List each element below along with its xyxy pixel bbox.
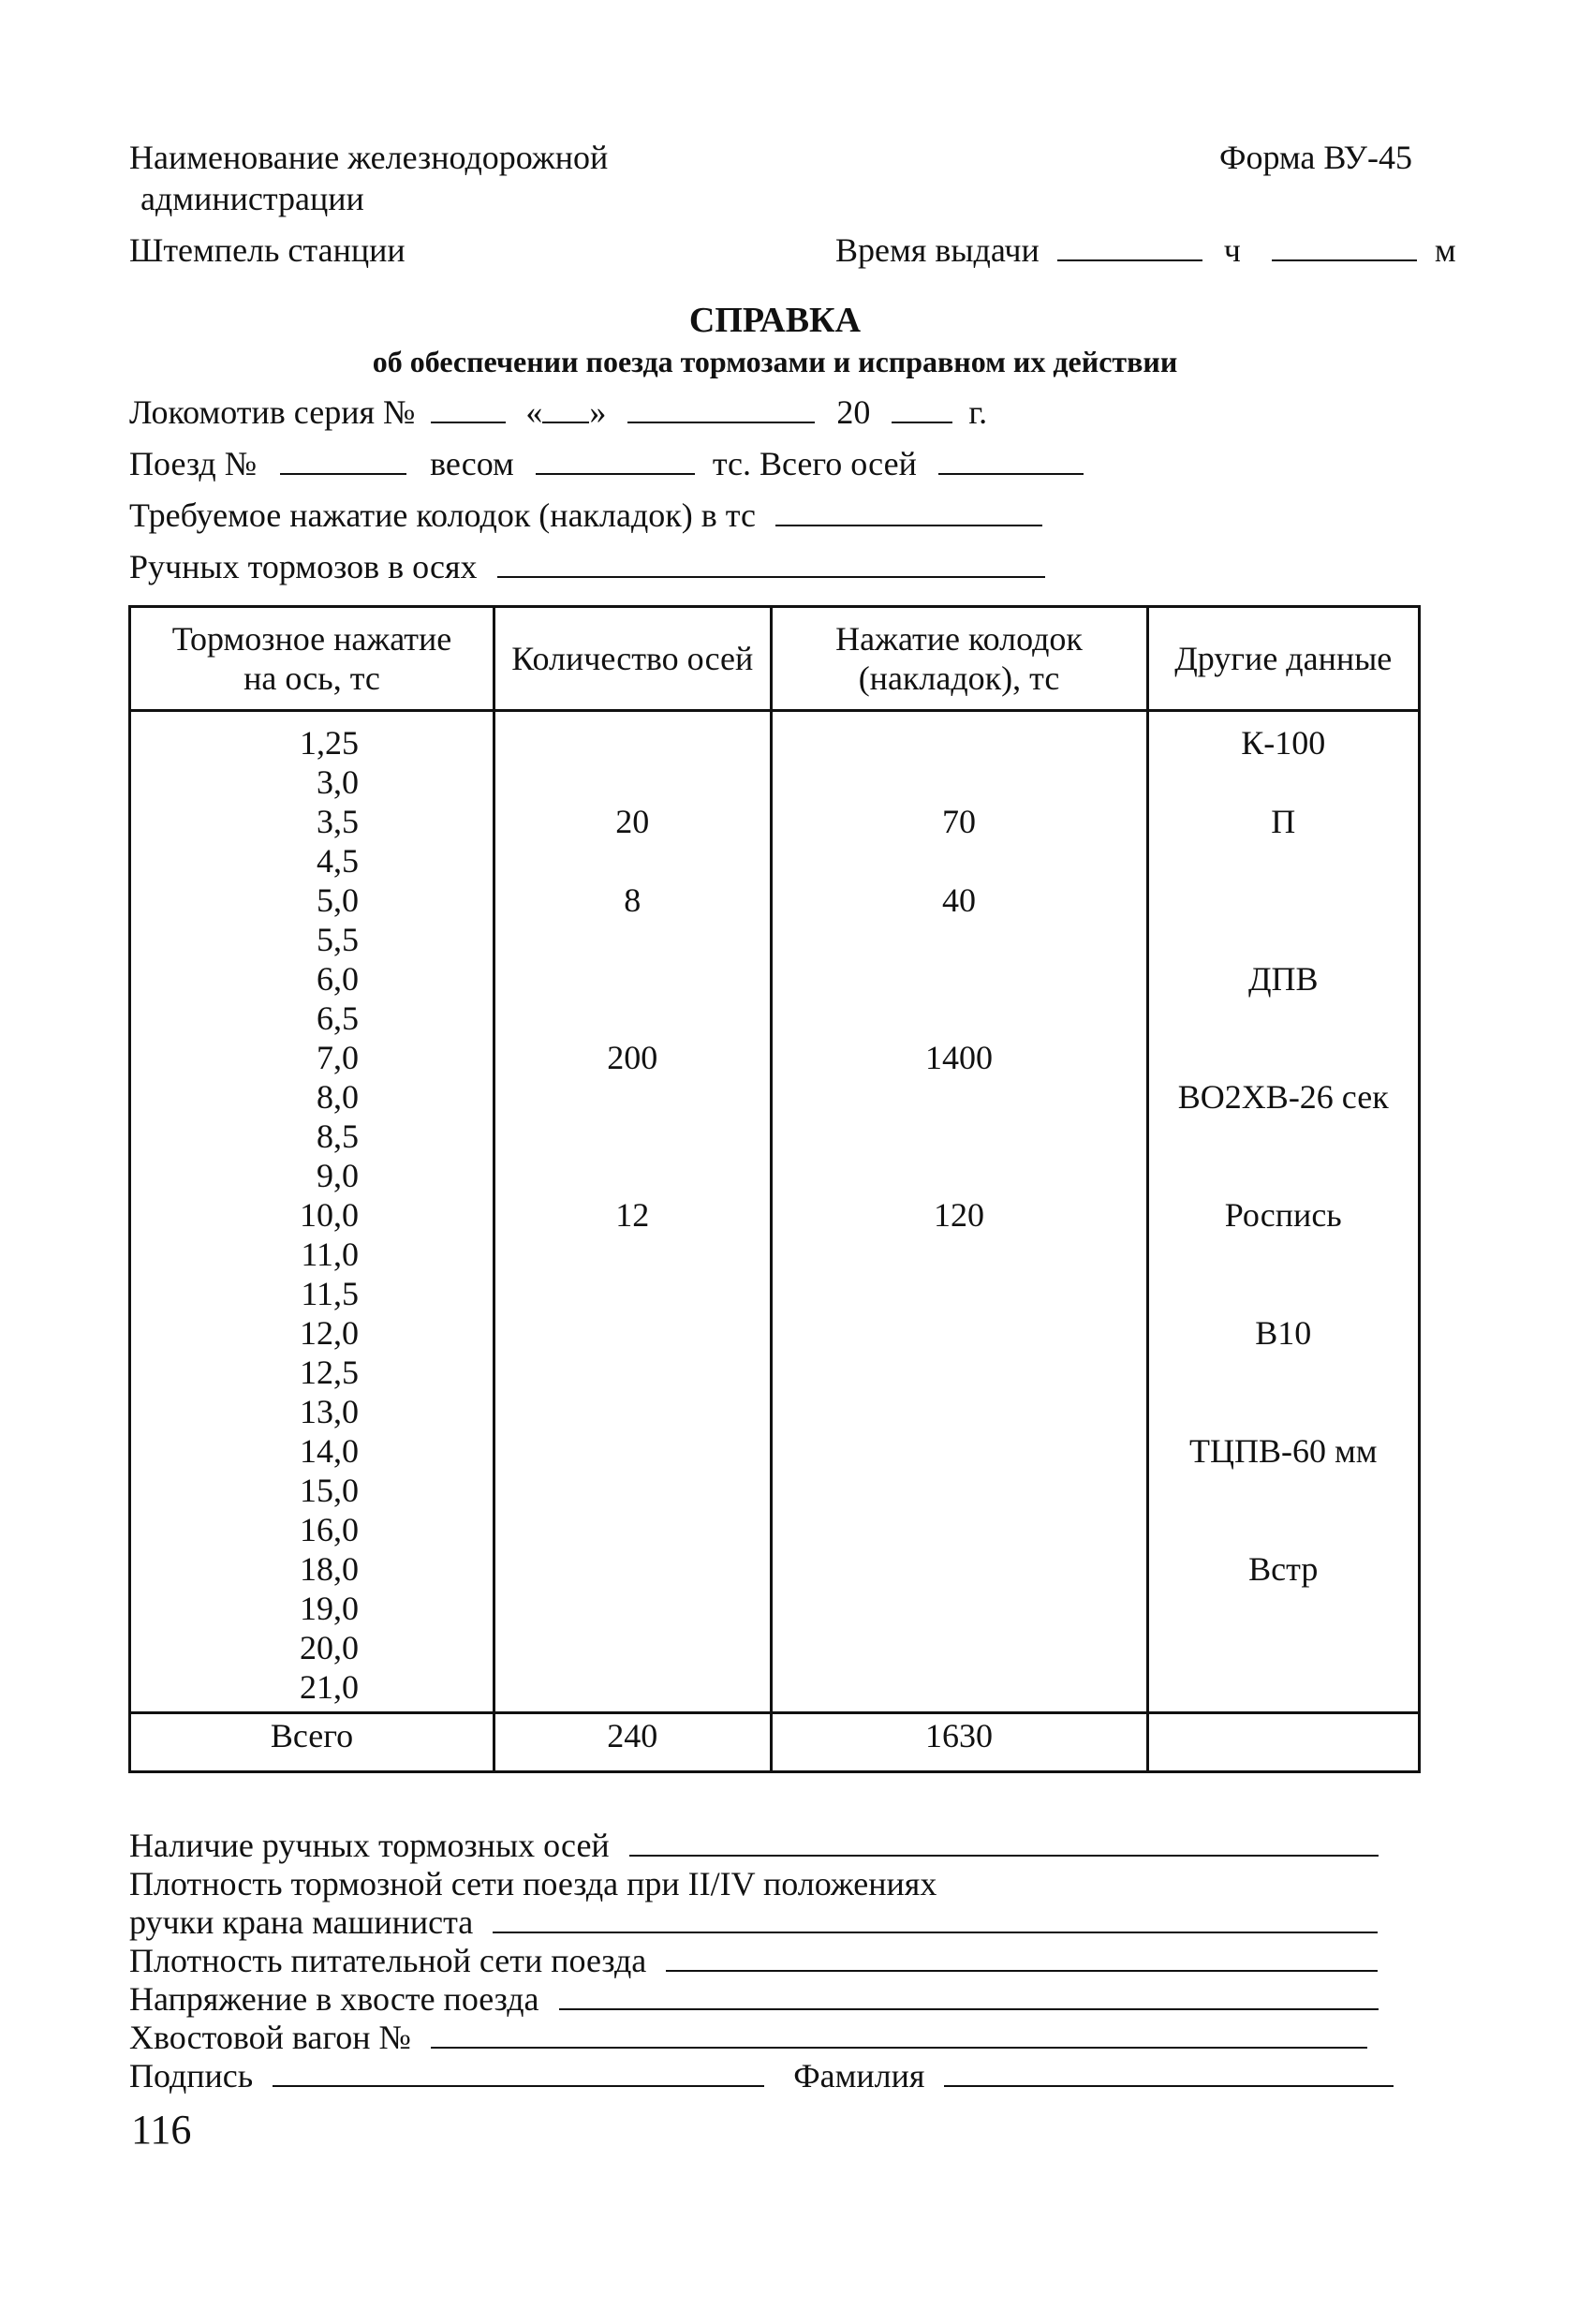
table-cell-axles [495, 1235, 769, 1274]
table-cell-other [1149, 1117, 1419, 1156]
minutes-label: м [1434, 231, 1456, 269]
table-cell-axles [495, 723, 769, 762]
signature-label: Подпись [129, 2057, 254, 2095]
table-cell-pressure: 6,0 [317, 960, 359, 998]
table-cell-other: В10 [1255, 1314, 1312, 1352]
table-cell-other [1149, 1156, 1419, 1195]
required-pressure-label: Требуемое нажатие колодок (накладок) в тс [129, 496, 756, 534]
col-brake-pressure-header: Тормозное нажатие на ось, тс [130, 607, 494, 711]
table-cell-axles [495, 841, 769, 881]
table-cell-shoe: 1400 [925, 1039, 993, 1076]
tail-car-label: Хвостовой вагон № [129, 2019, 411, 2056]
table-cell-other: Встр [1248, 1550, 1319, 1588]
table-cell-shoe [773, 1274, 1146, 1313]
table-cell-axles [495, 1510, 769, 1549]
table-cell-pressure: 7,0 [317, 1039, 359, 1076]
table-cell-axles [495, 1077, 769, 1117]
table-cell-axles [495, 1156, 769, 1195]
table-cell-other [1149, 1353, 1419, 1392]
table-cell-axles [495, 1431, 769, 1471]
table-cell-axles [495, 1549, 769, 1589]
table-cell-other [1149, 1510, 1419, 1549]
table-cell-other [1149, 1628, 1419, 1667]
table-cell-shoe: 40 [942, 881, 976, 919]
table-cell-pressure: 16,0 [300, 1511, 359, 1548]
table-cell-other: ТЦПВ-60 мм [1188, 1432, 1378, 1470]
total-label: Всего [130, 1713, 494, 1772]
train-label: Поезд № [129, 445, 258, 482]
table-cell-other [1149, 1667, 1419, 1707]
table-cell-other [1149, 920, 1419, 959]
table-cell-shoe [773, 1510, 1146, 1549]
table-cell-other: ДПВ [1247, 960, 1319, 998]
table-cell-pressure: 6,5 [317, 999, 359, 1037]
quote-close: » [589, 393, 607, 431]
table-cell-axles [495, 1471, 769, 1510]
table-cell-pressure: 15,0 [300, 1472, 359, 1509]
table-cell-pressure: 12,5 [300, 1354, 359, 1391]
year-prefix: 20 [836, 393, 871, 431]
table-cell-shoe [773, 999, 1146, 1038]
table-cell-axles [495, 1667, 769, 1707]
table-cell-other: П [1271, 803, 1296, 840]
axles-column [494, 711, 771, 1713]
table-cell-shoe [773, 920, 1146, 959]
table-cell-shoe [773, 1077, 1146, 1117]
tail-car-blank[interactable] [431, 2019, 1367, 2049]
density-blank[interactable] [493, 1903, 1378, 1933]
locomotive-label: Локомотив серия № [129, 393, 416, 431]
table-cell-axles [495, 1117, 769, 1156]
table-cell-shoe [773, 959, 1146, 999]
density-line1: Плотность тормозной сети поезда при II/IV положениях [129, 1865, 937, 1902]
table-cell-axles [495, 1392, 769, 1431]
brake-table [128, 605, 1421, 1773]
hand-brakes-label: Ручных тормозов в осях [129, 548, 478, 585]
table-total-row [130, 1713, 1420, 1772]
table-cell-shoe [773, 723, 1146, 762]
table-cell-axles [495, 999, 769, 1038]
admin-name-line2: администрации [140, 180, 364, 217]
table-cell-pressure: 11,0 [301, 1236, 359, 1273]
table-cell-shoe [773, 1628, 1146, 1667]
hand-brakes-blank[interactable] [497, 548, 1045, 578]
hours-blank[interactable] [1057, 231, 1202, 261]
table-cell-axles: 20 [615, 803, 650, 840]
weight-blank[interactable] [536, 445, 695, 475]
table-cell-shoe [773, 1431, 1146, 1471]
table-cell-shoe: 70 [942, 803, 976, 840]
surname-blank[interactable] [944, 2057, 1394, 2087]
axles-total-label: тс. Всего осей [712, 445, 917, 482]
table-cell-pressure: 14,0 [300, 1432, 359, 1470]
table-cell-pressure: 11,5 [301, 1275, 359, 1312]
tail-voltage-row [129, 1980, 1379, 2018]
hand-axles-label: Наличие ручных тормозных осей [129, 1827, 610, 1864]
table-cell-other: Роспись [1224, 1196, 1342, 1234]
table-cell-other [1149, 1589, 1419, 1628]
table-cell-pressure: 18,0 [300, 1550, 359, 1588]
table-cell-other [1149, 762, 1419, 802]
table-cell-axles [495, 762, 769, 802]
col-other-header: Другие данные [1147, 607, 1420, 711]
table-cell-other [1149, 1392, 1419, 1431]
required-pressure-blank[interactable] [775, 496, 1042, 526]
table-cell-other [1149, 1274, 1419, 1313]
table-cell-axles [495, 1589, 769, 1628]
table-cell-axles: 200 [607, 1039, 658, 1076]
locomotive-row [129, 393, 987, 431]
table-cell-pressure: 3,5 [317, 803, 359, 840]
table-cell-pressure: 5,5 [317, 921, 359, 958]
density-row [129, 1903, 1378, 1941]
table-cell-pressure: 4,5 [317, 842, 359, 880]
feed-density-blank[interactable] [666, 1942, 1378, 1972]
table-cell-shoe [773, 1156, 1146, 1195]
surname-label: Фамилия [793, 2057, 925, 2095]
table-cell-pressure: 9,0 [317, 1157, 359, 1194]
table-cell-shoe [773, 1667, 1146, 1707]
admin-name-line1: Наименование железнодорожной [129, 139, 609, 176]
issue-time-label: Время выдачи [835, 231, 1040, 269]
table-cell-other [1149, 1038, 1419, 1077]
table-cell-shoe [773, 1471, 1146, 1510]
pressure-column [130, 711, 494, 1713]
table-cell-shoe [773, 841, 1146, 881]
table-cell-shoe [773, 1235, 1146, 1274]
table-cell-axles: 12 [615, 1196, 650, 1234]
table-cell-pressure: 20,0 [300, 1629, 359, 1666]
total-other [1147, 1713, 1420, 1772]
train-row [129, 445, 1084, 482]
table-cell-pressure: 12,0 [300, 1314, 359, 1352]
table-cell-other: ВО2ХВ-26 сек [1177, 1078, 1389, 1116]
page-number: 116 [131, 2107, 192, 2153]
table-cell-pressure: 21,0 [300, 1668, 359, 1706]
station-stamp-label: Штемпель станции [129, 231, 406, 269]
table-cell-axles [495, 959, 769, 999]
signature-blank[interactable] [273, 2057, 764, 2087]
table-cell-pressure: 3,0 [317, 763, 359, 801]
hand-brakes-row [129, 548, 1045, 585]
tail-car-row [129, 2019, 1367, 2056]
col-shoe-pressure-header: Нажатие колодок (накладок), тс [771, 607, 1147, 711]
minutes-blank[interactable] [1272, 231, 1417, 261]
table-cell-pressure: 8,0 [317, 1078, 359, 1116]
day-blank[interactable] [542, 393, 589, 423]
table-cell-axles [495, 1353, 769, 1392]
table-cell-axles [495, 920, 769, 959]
feed-density-row [129, 1942, 1378, 1979]
train-number-blank[interactable] [280, 445, 406, 475]
axles-total-blank[interactable] [938, 445, 1084, 475]
table-cell-shoe: 120 [934, 1196, 984, 1234]
density-line2: ручки крана машиниста [129, 1903, 474, 1941]
other-data-column [1147, 711, 1420, 1713]
table-cell-shoe [773, 1313, 1146, 1353]
year-suffix: г. [968, 393, 988, 431]
table-cell-pressure: 5,0 [317, 881, 359, 919]
table-cell-pressure: 10,0 [300, 1196, 359, 1234]
table-cell-shoe [773, 1117, 1146, 1156]
table-cell-other [1149, 1235, 1419, 1274]
tail-voltage-blank[interactable] [559, 1980, 1379, 2010]
tail-voltage-label: Напряжение в хвосте поезда [129, 1980, 539, 2018]
table-cell-shoe [773, 1392, 1146, 1431]
table-cell-axles: 8 [624, 881, 642, 919]
form-code: Форма ВУ-45 [1219, 139, 1412, 176]
hand-axles-row [129, 1827, 1379, 1864]
hand-axles-blank[interactable] [629, 1827, 1379, 1857]
table-cell-other: К-100 [1241, 724, 1326, 762]
year-blank[interactable] [892, 393, 952, 423]
table-cell-pressure: 8,5 [317, 1118, 359, 1155]
month-blank[interactable] [627, 393, 815, 423]
table-cell-shoe [773, 1589, 1146, 1628]
table-cell-shoe [773, 762, 1146, 802]
signature-row [129, 2057, 1394, 2095]
col-axles-header: Количество осей [494, 607, 771, 711]
required-pressure-row [129, 496, 1042, 534]
table-cell-shoe [773, 1549, 1146, 1589]
document-subtitle: об обеспечении поезда тормозами и исправном их действии [372, 345, 1178, 378]
table-body-row [130, 711, 1420, 1713]
table-cell-other [1149, 881, 1419, 920]
hours-label: ч [1223, 231, 1241, 269]
table-cell-other [1149, 999, 1419, 1038]
document-title: СПРАВКА [688, 301, 862, 340]
table-cell-pressure: 19,0 [300, 1590, 359, 1627]
total-shoe-pressure: 1630 [771, 1713, 1147, 1772]
table-cell-other [1149, 841, 1419, 881]
quote-open: « [525, 393, 543, 431]
total-axles: 240 [494, 1713, 771, 1772]
shoe-pressure-column [771, 711, 1147, 1713]
weight-label: весом [430, 445, 514, 482]
feed-density-label: Плотность питательной сети поезда [129, 1942, 647, 1979]
table-header-row [130, 607, 1420, 711]
table-cell-shoe [773, 1353, 1146, 1392]
table-cell-axles [495, 1628, 769, 1667]
table-cell-pressure: 1,25 [300, 724, 359, 762]
issue-time-row [835, 231, 1456, 269]
table-cell-pressure: 13,0 [300, 1393, 359, 1430]
table-cell-axles [495, 1274, 769, 1313]
table-cell-other [1149, 1471, 1419, 1510]
table-cell-axles [495, 1313, 769, 1353]
locomotive-series-blank[interactable] [431, 393, 506, 423]
